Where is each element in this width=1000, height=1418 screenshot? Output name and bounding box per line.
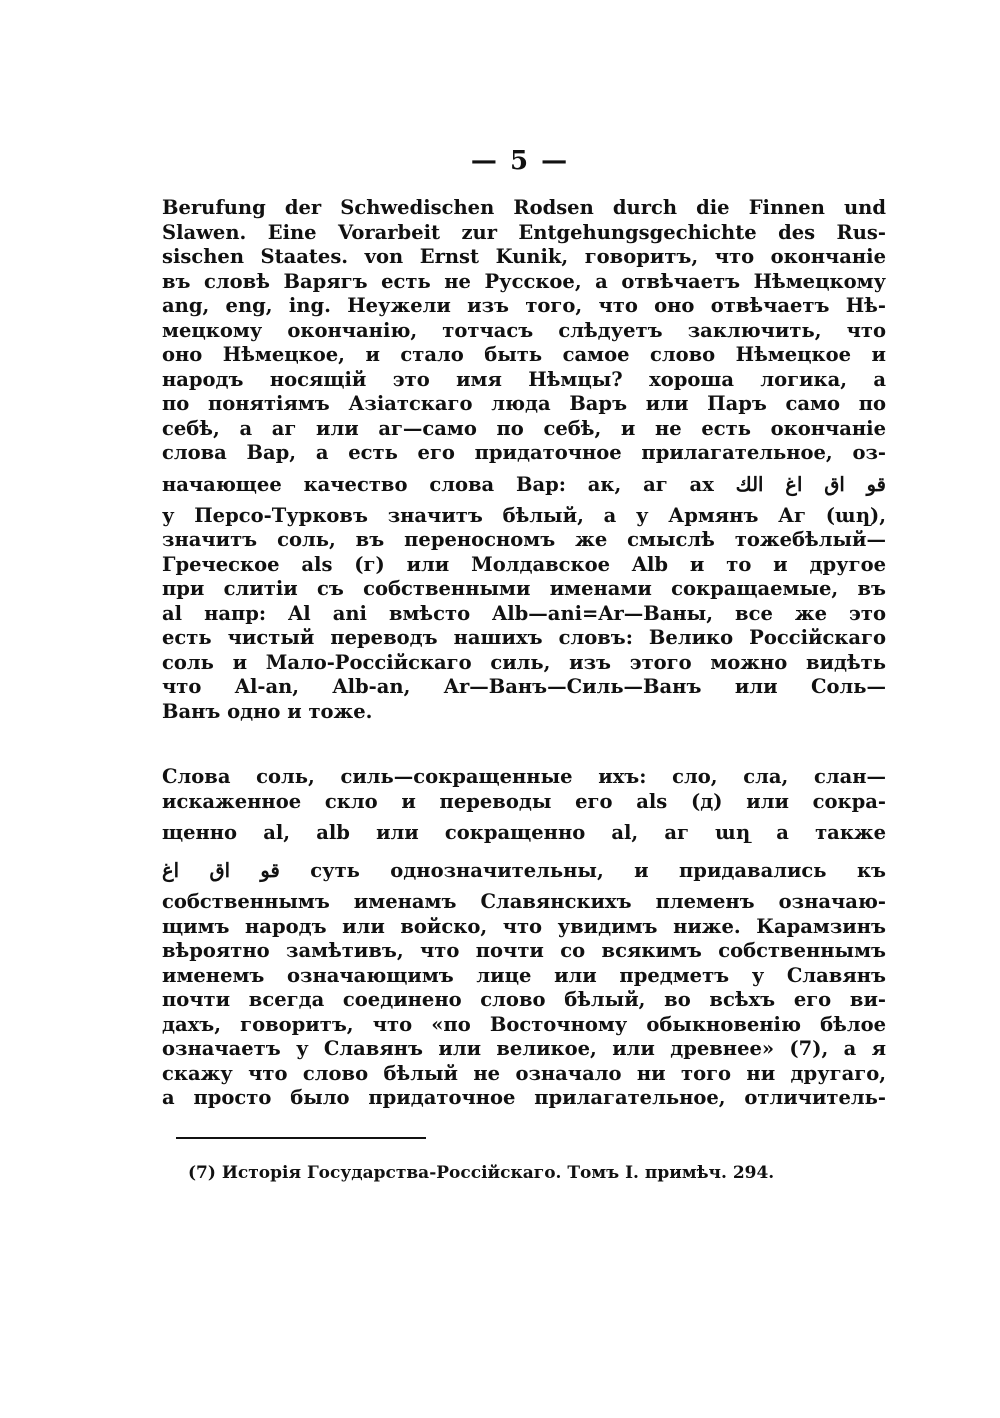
text-line: скажу что слово бѣлый не означало ни того ни другаго, — [162, 1061, 886, 1085]
text-line: что Al-an, Alb-an, Ar—Ванъ—Силь—Ванъ или Соль— — [162, 675, 886, 698]
text-line-with-arabic: قو اق اغ суть однозначительны, и придавались къ — [162, 859, 886, 882]
footnote: (7) Исторія Государства-Россійскаго. Томъ I. примѣч. 294. — [188, 1163, 775, 1183]
text-line: слова Вар, а есть его придаточное прилагательное, оз- — [162, 441, 886, 464]
text-line: у Персо-Турковъ значитъ бѣлый, а у Армянъ Аг (աղ), — [162, 503, 886, 527]
text-line: вѣроятно замѣтивъ, что почти со всякимъ собственнымъ — [162, 939, 886, 962]
text-line: Греческое als (г) или Молдавское Alb и то и другое — [162, 552, 886, 576]
text-line: дахъ, говоритъ, что «по Восточному обыкновенію бѣлое — [162, 1012, 886, 1036]
text-line: Слова соль, силь—сокращенные ихъ: сло, сла, слан— — [162, 765, 886, 788]
text-line: при слитіи съ собственными именами сокращаемые, въ — [162, 577, 886, 600]
text-line: народъ носящій это имя Нѣмцы? хороша логика, а — [162, 367, 886, 391]
text-line: соль и Мало-Россійскаго силь, изъ этого можно видѣть — [162, 650, 886, 674]
paragraph-2 — [162, 765, 886, 1111]
text-line: собственнымъ именамъ Славянскихъ племенъ означаю- — [162, 890, 886, 913]
text-line: Ванъ одно и тоже. — [162, 699, 373, 723]
text-line: Slawen. Eine Vorarbeit zur Entgehungsgechichte des Rus- — [162, 220, 886, 244]
text-line-with-armenian: щенно al, alb или сокращенно al, аг աղ а также — [162, 821, 886, 844]
text-line: sischen Staates. von Ernst Kunik, говоритъ, что окончаніе — [162, 245, 886, 268]
text-line: въ словѣ Варягъ есть не Русское, а отвѣчаетъ Нѣмецкому — [162, 269, 886, 293]
text-line: означаетъ у Славянъ или великое, или древнее» (7), а я — [162, 1037, 886, 1060]
page-number: — 5 — — [470, 146, 570, 176]
text-line: а просто было придаточное прилагательное, отличитель- — [162, 1086, 886, 1109]
text-line: щимъ народъ или войско, что увидимъ ниже. Карамзинъ — [162, 914, 886, 938]
text-line-with-arabic: начающее качество слова Вар: ак, аг ах قو اق اغ الك — [162, 472, 886, 496]
text-line: значитъ соль, въ переносномъ же смыслѣ тожебѣлый— — [162, 528, 886, 551]
text-line: al напр: Al ani вмѣсто Alb—ani=Ar—Ваны, все же это — [162, 601, 886, 625]
text-line: по понятіямъ Азіатскаго люда Варъ или Паръ само по — [162, 392, 886, 415]
text-line: ang, eng, ing. Неужели изъ того, что оно отвѣчаетъ Нѣ- — [162, 294, 886, 317]
text-line: Berufung der Schwedischen Rodsen durch die Finnen und — [162, 196, 886, 219]
text-line: оно Нѣмецкое, и стало быть самое слово Нѣмецкое и — [162, 343, 886, 366]
text-line: есть чистый переводъ нашихъ словъ: Велико Россійскаго — [162, 626, 886, 649]
footnote-divider — [176, 1137, 426, 1139]
text-line: почти всегда соединено слово бѣлый, во всѣхъ его ви- — [162, 988, 886, 1011]
paragraph-1 — [162, 196, 886, 724]
text-line: именемъ означающимъ лице или предметъ у Славянъ — [162, 963, 886, 987]
text-line: себѣ, а аг или аг—само по себѣ, и не есть окончаніе — [162, 416, 886, 440]
text-line: мецкому окончанію, тотчасъ слѣдуетъ заключить, что — [162, 318, 886, 342]
text-line: искаженное скло и переводы его als (д) или сокра- — [162, 789, 886, 813]
